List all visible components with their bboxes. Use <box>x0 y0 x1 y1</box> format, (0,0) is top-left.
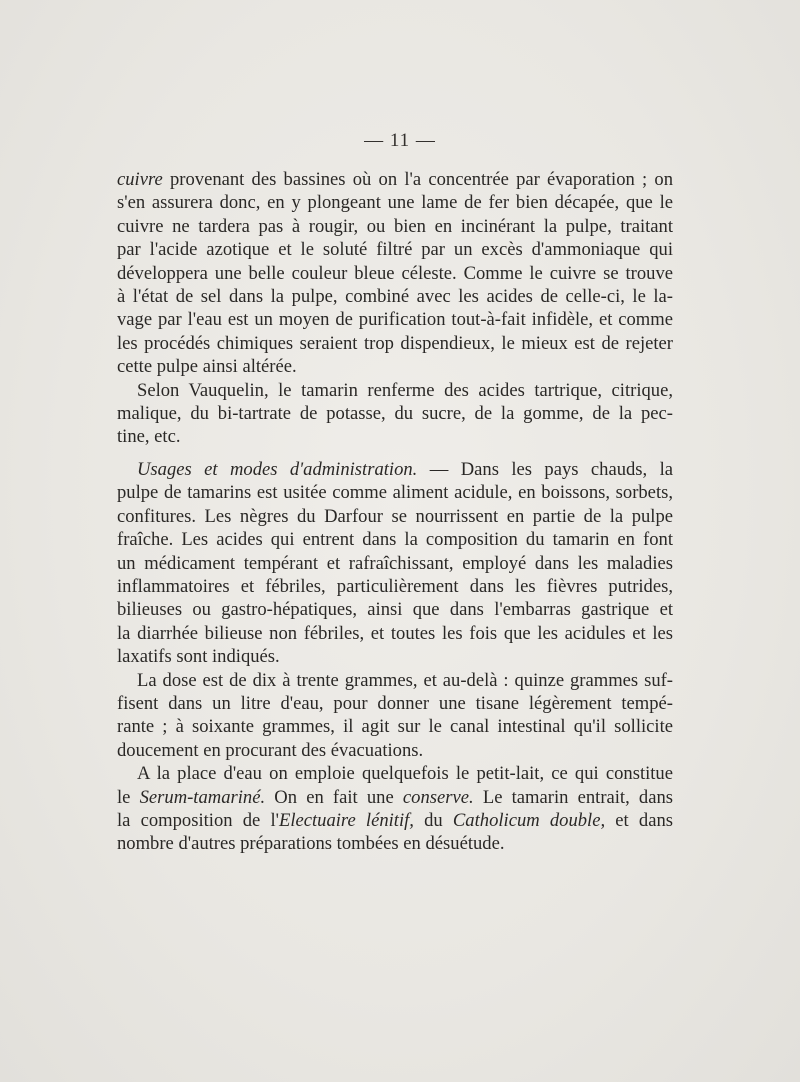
text-span: On en fait une <box>265 786 403 808</box>
text-line <box>117 168 673 191</box>
text-line: tine, etc. <box>117 426 181 448</box>
text-line: à l'état de sel dans la pulpe, combiné avec les acides de celle-ci, le la- <box>117 286 673 308</box>
italic-term: Catholicum double, <box>452 809 606 831</box>
text-span: la composition de l' <box>117 809 279 831</box>
text-line: A la place d'eau on emploie quelquefois le petit-lait, ce qui constitue <box>137 763 673 785</box>
text-line: un médicament tempérant et rafraîchissant, employé dans les maladies <box>117 552 673 574</box>
text-span: Le tamarin entrait, dans <box>473 786 674 808</box>
paragraph <box>117 762 673 856</box>
italic-term: Electuaire lénitif, <box>278 809 414 831</box>
text-line: par l'acide azotique et le soluté filtré par un excès d'ammoniaque qui <box>117 239 673 261</box>
text-line: fisent dans un litre d'eau, pour donner une tisane légèrement tempé- <box>117 692 673 714</box>
text-line: nombre d'autres préparations tombées en désuétude. <box>117 833 505 855</box>
text-span: provenant des bassines où on l'a concentrée par évaporation ; on <box>162 169 673 190</box>
text-line: La dose est de dix à trente grammes, et au-delà : quinze grammes suf- <box>137 669 673 691</box>
paragraph <box>117 669 673 763</box>
text-line: cuivre ne tardera pas à rougir, ou bien en incinérant la pulpe, traitant <box>117 215 673 237</box>
text-line: rante ; à soixante grammes, il agit sur le canal intestinal qu'il sollicite <box>117 716 673 738</box>
text-span: — Dans les pays chauds, la <box>417 458 673 480</box>
text-span: du <box>413 809 453 831</box>
paragraph <box>117 168 673 379</box>
body-text <box>117 168 673 856</box>
text-line: bilieuses ou gastro-hépatiques, ainsi que dans l'embarras gastrique et <box>117 599 673 621</box>
text-line: cette pulpe ainsi altérée. <box>117 356 297 378</box>
page-number: — 11 — <box>364 130 436 151</box>
text-line: vage par l'eau est un moyen de purification tout-à-fait infidèle, et comme <box>117 309 673 331</box>
text-line: laxatifs sont indiqués. <box>117 646 280 668</box>
italic-term: Serum-tamariné. <box>139 786 266 808</box>
italic-term: cuivre <box>117 169 163 190</box>
text-line: pulpe de tamarins est usitée comme aliment acidule, en boissons, sorbets, <box>117 482 673 504</box>
italic-term: conserve. <box>402 786 474 808</box>
text-line <box>117 458 673 481</box>
text-span: le <box>117 786 140 808</box>
text-line <box>117 786 673 809</box>
text-line: les procédés chimiques seraient trop dispendieux, le mieux est de rejeter <box>117 332 673 354</box>
section-heading: Usages et modes d'administration. <box>137 458 418 480</box>
text-line: la diarrhée bilieuse non fébriles, et toutes les fois que les acidules et les <box>117 622 673 644</box>
text-line: malique, du bi-tartrate de potasse, du sucre, de la gomme, de la pec- <box>117 403 673 425</box>
paragraph <box>117 458 673 669</box>
text-line: Selon Vauquelin, le tamarin renferme des acides tartrique, citrique, <box>137 379 673 401</box>
text-line <box>117 809 673 832</box>
text-line: doucement en procurant des évacuations. <box>117 739 424 761</box>
text-line: s'en assurera donc, en y plongeant une lame de fer bien décapée, que le <box>117 192 673 214</box>
text-span: et dans <box>605 809 673 831</box>
text-line: développera une belle couleur bleue céleste. Comme le cuivre se trouve <box>117 262 673 284</box>
text-line: confitures. Les nègres du Darfour se nourrissent en partie de la pulpe <box>117 505 673 527</box>
text-line: inflammatoires et fébriles, particulièrement dans les fièvres putrides, <box>117 575 673 597</box>
text-line: fraîche. Les acides qui entrent dans la composition du tamarin en font <box>117 529 673 551</box>
paragraph <box>117 379 673 449</box>
